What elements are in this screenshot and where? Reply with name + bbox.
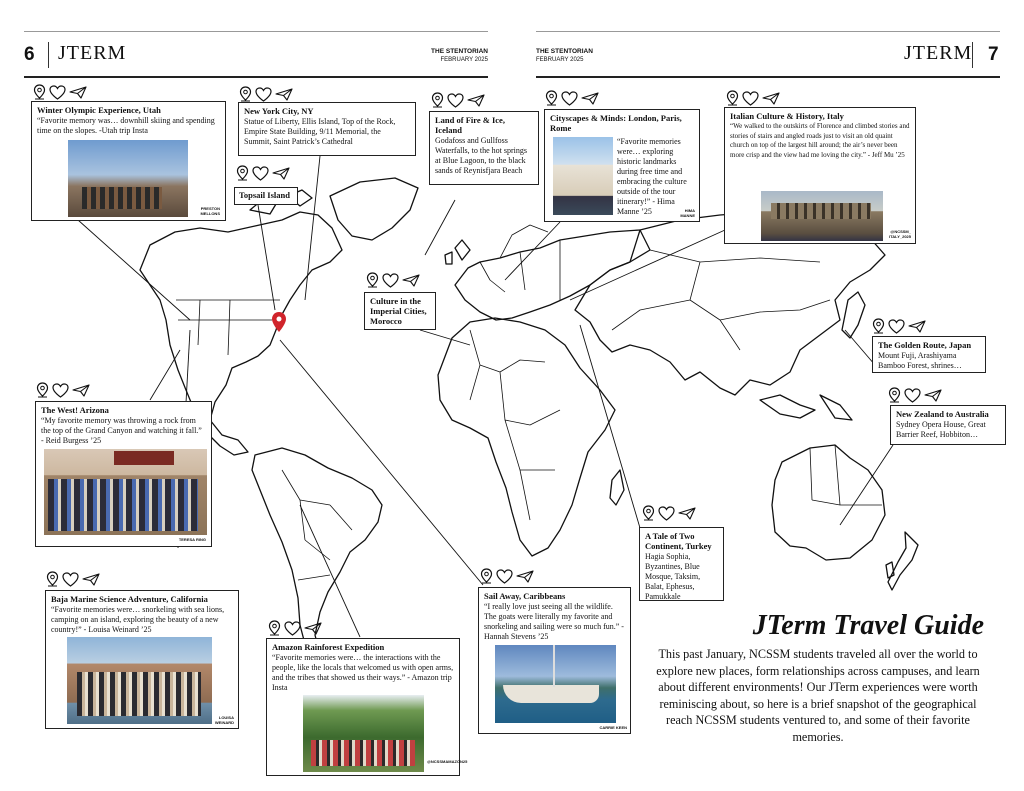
card-text: Statue of Liberty, Ellis Island, Top of the Rock, Empire State Building, 9/11 Memorial, the Summit, Saint Patrick’s Cathedral <box>244 117 396 146</box>
heart-icon[interactable] <box>382 273 399 288</box>
location-pin-icon[interactable] <box>236 165 249 181</box>
masthead-date-left: FEBRUARY 2025 <box>440 57 488 63</box>
photo-baja <box>67 637 212 724</box>
photo-credit: PRESTON MELLONS <box>200 206 220 216</box>
card-title: The West! Arizona <box>41 405 109 415</box>
photo-caribbean <box>495 645 616 723</box>
icon-row-turkey <box>642 505 696 521</box>
icon-row-nyc <box>239 86 293 102</box>
card-morocco <box>364 292 436 330</box>
paper-plane-icon[interactable] <box>516 570 534 583</box>
europe-outline <box>455 230 650 320</box>
location-pin-icon[interactable] <box>366 272 379 288</box>
paper-plane-icon[interactable] <box>304 622 322 635</box>
icon-row-caribbean <box>480 568 534 584</box>
card-title: A Tale of Two Continent, Turkey <box>645 531 712 551</box>
heart-icon[interactable] <box>742 91 759 106</box>
heart-icon[interactable] <box>255 87 272 102</box>
card-nyc <box>238 102 416 156</box>
photo-italy <box>761 191 883 241</box>
card-title: Sail Away, Caribbeans <box>484 591 566 601</box>
card-london <box>544 109 700 222</box>
location-pin-icon[interactable] <box>33 84 46 100</box>
group-figures <box>82 187 162 209</box>
greenland-outline <box>330 178 418 240</box>
heart-icon[interactable] <box>888 319 905 334</box>
paper-plane-icon[interactable] <box>678 507 696 520</box>
location-pin-icon[interactable] <box>480 568 493 584</box>
card-text: “We walked to the outskirts of Florence and climbed stories and stories of stairs and angled roads just to visit an old quaint church on top of the largest hill around; the air’s never been more crisp and the view had me loving the city.” - Jeff Mu ’25 <box>730 122 910 159</box>
heart-icon[interactable] <box>62 572 79 587</box>
icon-row-london <box>545 90 599 106</box>
photo-utah <box>68 140 188 217</box>
card-nz <box>890 405 1006 445</box>
heart-icon[interactable] <box>447 93 464 108</box>
icon-row-amazon <box>268 620 322 636</box>
card-text: “Favorite memories were… snorkeling with sea lions, camping on an island, exploring the beauty of a new country!” - Louisa Weinard ’25 <box>51 605 225 634</box>
guide-body: This past January, NCSSM students traveled all over the world to explore new places, form relationships across campuses, and learn about different environments! Our JTerm experiences were worth reminiscing about, so here is a brief snapshot of the geographical reach NCSSM students ventured to, and some of their favorite memories. <box>656 647 980 744</box>
icon-row-japan <box>872 318 926 334</box>
card-topsail <box>234 187 298 205</box>
location-pin-icon[interactable] <box>239 86 252 102</box>
card-turkey <box>639 527 724 601</box>
photo-london <box>553 137 613 215</box>
location-pin-icon[interactable] <box>545 90 558 106</box>
photo-credit: TERESA RING <box>178 537 206 542</box>
card-text: “Favorite memories were… exploring historic landmarks during free time and embracing the culture outside of the tour itinerary!” - Hima Manne ’25 <box>617 137 687 216</box>
section-title-right: JTERM <box>904 42 973 64</box>
photo-amazon <box>303 695 424 772</box>
heart-icon[interactable] <box>561 91 578 106</box>
colosseum-arches <box>771 203 871 219</box>
location-pin-icon[interactable] <box>36 382 49 398</box>
paper-plane-icon[interactable] <box>762 92 780 105</box>
paper-plane-icon[interactable] <box>275 88 293 101</box>
card-title: Winter Olympic Experience, Utah <box>37 105 161 115</box>
paper-plane-icon[interactable] <box>82 573 100 586</box>
photo-credit: HIMA MANNE <box>680 208 695 218</box>
card-title: Land of Fire & Ice, Iceland <box>435 115 505 135</box>
card-title: Topsail Island <box>239 190 290 200</box>
card-text: “Favorite memories were… the interactions with the people, like the locals that welcomed us with open arms, and the tribes that showed us their ways.” - Amazon trip Insta <box>272 653 454 692</box>
card-text: “I really love just seeing all the wildlife. The goats were literally my favorite and snorkeling and sailing were so much fun.” - Hannah Stevens ’25 <box>484 602 624 641</box>
location-pin-icon[interactable] <box>268 620 281 636</box>
heart-icon[interactable] <box>284 621 301 636</box>
photo-arizona <box>44 449 207 535</box>
sailboat-mast <box>553 645 555 687</box>
map-pin-icon <box>272 312 286 332</box>
icon-row-baja <box>46 571 100 587</box>
paper-plane-icon[interactable] <box>467 94 485 107</box>
card-title: New Zealand to Australia <box>896 409 989 419</box>
page-number-left: 6 <box>24 44 35 65</box>
card-arizona <box>35 401 212 547</box>
card-utah <box>31 101 226 221</box>
icon-row-utah <box>33 84 87 100</box>
card-baja <box>45 590 239 729</box>
paper-plane-icon[interactable] <box>402 274 420 287</box>
icon-row-italy <box>726 90 780 106</box>
sailboat-hull <box>503 685 599 703</box>
location-pin-icon[interactable] <box>431 92 444 108</box>
icon-row-nz <box>888 387 942 403</box>
heart-icon[interactable] <box>904 388 921 403</box>
card-title: Cityscapes & Minds: London, Paris, Rome <box>550 113 682 133</box>
location-pin-icon[interactable] <box>726 90 739 106</box>
photo-credit: @NCSSMAMAZON25 <box>427 759 468 764</box>
card-title: Italian Culture & History, Italy <box>730 111 844 121</box>
card-title: Culture in the Imperial Cities, Morocco <box>370 296 427 326</box>
photo-credit: LOUISA WEINARD <box>214 715 234 725</box>
card-title: Baja Marine Science Adventure, California <box>51 594 208 604</box>
card-amazon <box>266 638 468 776</box>
location-pin-icon[interactable] <box>888 387 901 403</box>
section-title-left: JTERM <box>58 42 127 64</box>
location-pin-icon[interactable] <box>872 318 885 334</box>
card-japan <box>872 336 986 373</box>
icon-row-iceland <box>431 92 485 108</box>
paper-plane-icon[interactable] <box>72 384 90 397</box>
photo-credit: @NCSSM_ ITALY_2025 <box>888 229 911 239</box>
card-title: New York City, NY <box>244 106 314 116</box>
australia-outline <box>772 445 885 560</box>
icon-row-morocco <box>366 272 420 288</box>
masthead-name-left: THE STENTORIAN <box>431 48 488 55</box>
heart-icon[interactable] <box>252 166 269 181</box>
paper-plane-icon[interactable] <box>924 389 942 402</box>
card-caribbean <box>478 587 631 734</box>
paper-plane-icon[interactable] <box>581 92 599 105</box>
location-pin-icon[interactable] <box>642 505 655 521</box>
card-iceland <box>429 111 539 185</box>
heart-icon[interactable] <box>52 383 69 398</box>
photo-credit: CARRIE KEEN <box>599 725 627 730</box>
card-text: Sydney Opera House, Great Barrier Reef, Hobbiton… <box>896 420 986 439</box>
card-title: The Golden Route, Japan <box>878 340 972 350</box>
card-text: Mount Fuji, Arashiyama Bamboo Forest, shrines… <box>878 351 962 370</box>
icon-row-arizona <box>36 382 90 398</box>
icon-row-topsail <box>236 165 290 181</box>
masthead-name-right: THE STENTORIAN <box>536 48 593 55</box>
card-text: “My favorite memory was throwing a rock from the top of the Grand Canyon and watching it fall.” - Reid Burgess ’25 <box>41 416 202 445</box>
page-number-right: 7 <box>988 44 999 65</box>
card-title: Amazon Rainforest Expedition <box>272 642 385 652</box>
heart-icon[interactable] <box>49 85 66 100</box>
paper-plane-icon[interactable] <box>69 86 87 99</box>
group-figures <box>311 740 415 766</box>
paper-plane-icon[interactable] <box>272 167 290 180</box>
masthead-date-right: FEBRUARY 2025 <box>536 57 584 63</box>
heart-icon[interactable] <box>496 569 513 584</box>
storefront-sign <box>114 451 174 465</box>
group-figures <box>48 479 198 531</box>
group-figures <box>77 672 201 716</box>
heart-icon[interactable] <box>658 506 675 521</box>
location-pin-icon[interactable] <box>46 571 59 587</box>
card-text: Hagia Sophia, Byzantines, Blue Mosque, Taksim, Balat, Ephesus, Pamukkale <box>645 552 701 601</box>
guide-title: JTerm Travel Guide <box>752 610 984 641</box>
card-text: Godafoss and Gullfoss Waterfalls, to the hot springs at Blue Lagoon, to the black sands of Reynisfjara Beach <box>435 136 528 175</box>
card-text: “Favorite memory was… downhill skiing and spending time on the slopes. -Utah trip Insta <box>37 116 215 135</box>
paper-plane-icon[interactable] <box>908 320 926 333</box>
card-italy <box>724 107 916 244</box>
